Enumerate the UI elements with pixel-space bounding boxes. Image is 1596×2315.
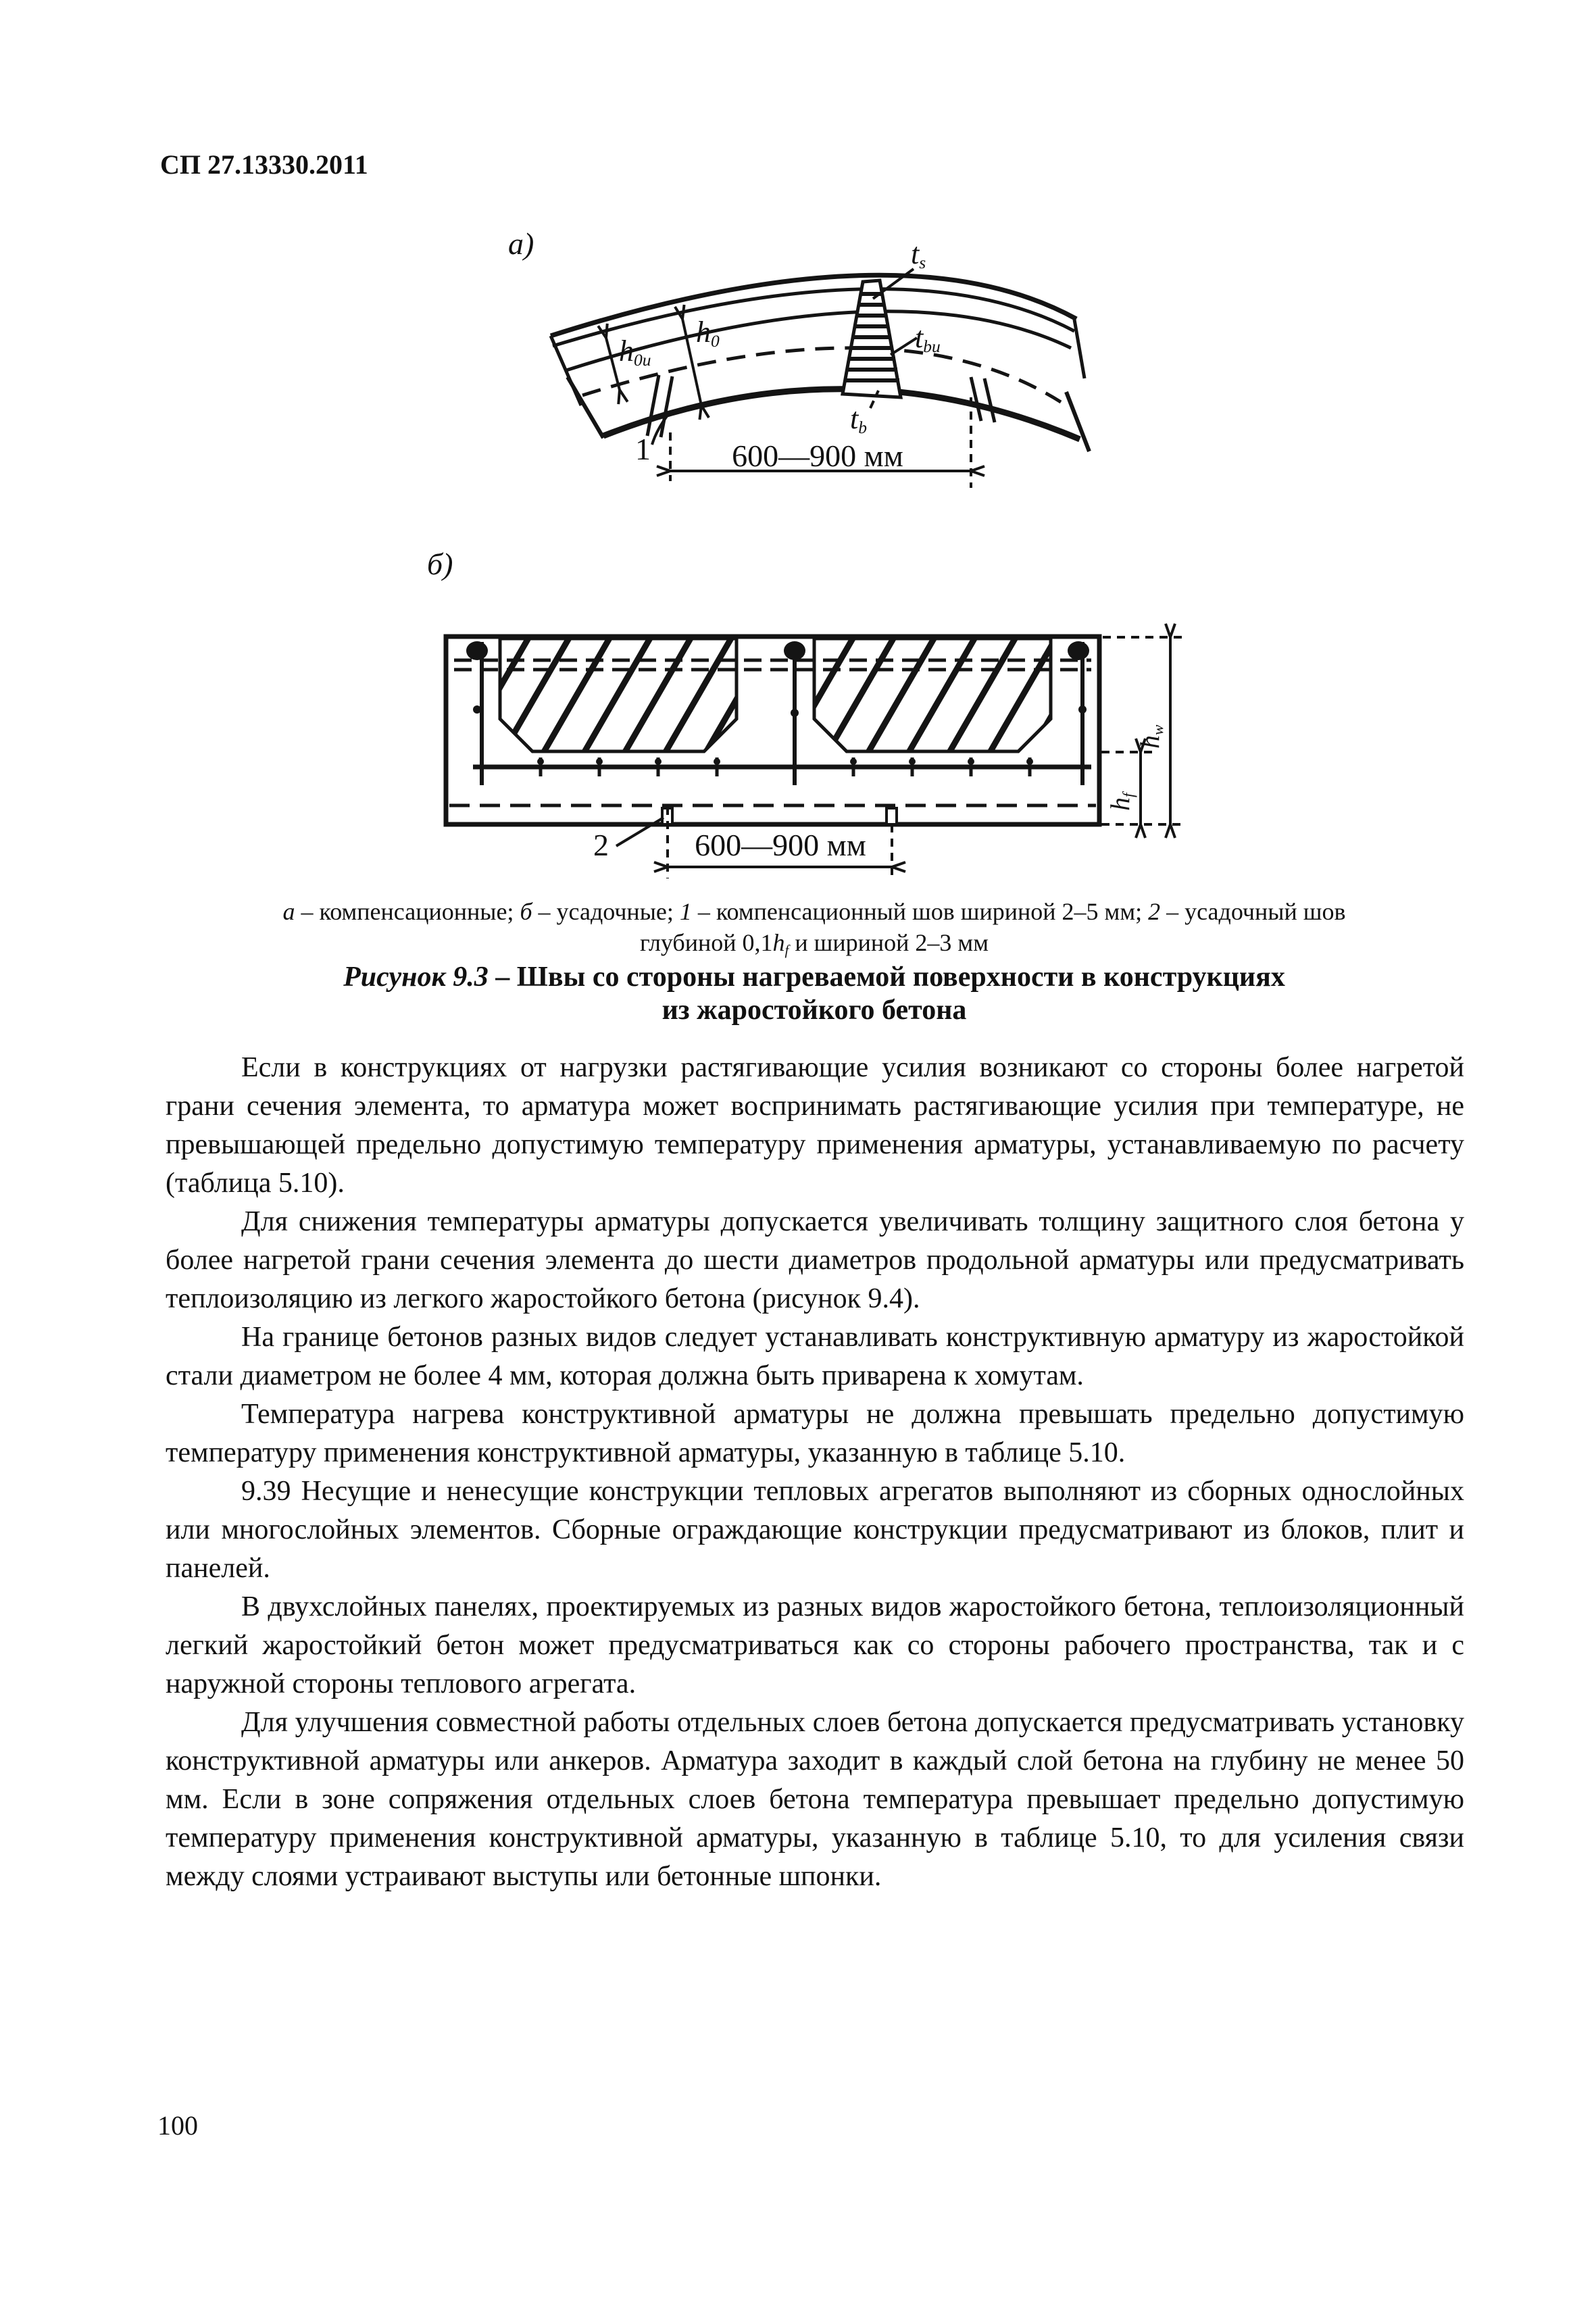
figure-b-panel xyxy=(419,541,1216,892)
figure-number: Рисунок 9.3 xyxy=(343,962,489,993)
panel-label-b: б) xyxy=(427,547,453,581)
label-h0u-sub: 0u xyxy=(634,350,651,370)
caption-seg: и шириной 2–3 мм xyxy=(789,929,989,956)
filled-joint-wedge xyxy=(843,280,901,397)
paragraph: Если в конструкциях от нагрузки растягивающие усилия возникают со стороны более нагретой грани сечения элемента, то арматура может воспринимать растягивающие усилия при температуре, не превышающей предельно допустимую температуру применения арматуры, устанавливаемую по расчету (таблица 5.10). xyxy=(166,1052,1464,1199)
label-tbu-sub: bu xyxy=(923,337,941,357)
right-end-edge-top xyxy=(1074,320,1084,378)
figure-title-text: – Швы со стороны нагреваемой поверхности в конструкциях xyxy=(488,962,1285,993)
figure-title-line-2: из жаростойкого бетона xyxy=(662,995,967,1026)
caption-seg: h xyxy=(772,929,785,956)
label-ts-main: t xyxy=(911,237,920,270)
figure-title-line-1 xyxy=(166,961,1463,994)
label-tb-main: t xyxy=(850,402,859,435)
figure-caption xyxy=(166,896,1463,966)
joint-2-leader-line xyxy=(616,818,664,846)
paragraph: В двухслойных панелях, проектируемых из разных видов жаростойкого бетона, теплоизоляционный легкий жаростойкий бетон может предусматриваться как со стороны рабочего пространства, так и с наружной стороны теплового агрегата. xyxy=(166,1591,1464,1699)
label-h0-sub: 0 xyxy=(711,331,720,351)
caption-seg: 1 xyxy=(679,898,692,925)
label-tb xyxy=(850,401,867,438)
caption-seg: f xyxy=(784,941,789,958)
caption-seg: глубиной 0,1 xyxy=(640,929,773,956)
caption-seg: – компенсационные; xyxy=(295,898,520,925)
right-end-edge-bottom xyxy=(1066,392,1089,451)
caption-seg: – усадочный шов xyxy=(1160,898,1346,925)
caption-seg: – усадочные; xyxy=(532,898,680,925)
compensation-joint-right xyxy=(971,377,995,422)
standard-code: СП 27.13330.2011 xyxy=(160,149,368,180)
label-tbu-main: t xyxy=(915,321,924,354)
label-ts xyxy=(911,237,926,273)
caption-line-2 xyxy=(166,927,1463,966)
label-h0u xyxy=(619,334,651,370)
caption-line-1 xyxy=(166,896,1463,927)
caption-seg: 2 xyxy=(1148,898,1161,925)
body-text xyxy=(166,1049,1464,1896)
outer-arc xyxy=(551,275,1076,336)
figure-a-arch xyxy=(473,223,1122,514)
paragraph: Для улучшения совместной работы отдельных слоев бетона допускается предусматривать установку конструктивной арматуры или анкеров. Арматура заходит в каждый слой бетона на глубину не менее 50 мм. Если в зоне сопряжения отдельных слоев бетона температура превышает предельно допустимую температуру применения конструктивной арматуры, указанную в таблице 5.10, то для усиления связи между слоями устраивают выступы или бетонные шпонки. xyxy=(166,1707,1464,1892)
caption-seg: – компенсационный шов шириной 2–5 мм; xyxy=(691,898,1149,925)
label-hf-main: h xyxy=(1105,797,1135,811)
label-tb-sub: b xyxy=(858,418,867,438)
label-hw xyxy=(1134,725,1168,749)
paragraph: Для снижения температуры арматуры допускается увеличивать толщину защитного слоя бетона у более нагретой грани сечения элемента до шести диаметров продольной арматуры или предусматривать теплоизоляцию из легкого жаростойкого бетона (рисунок 9.4). xyxy=(166,1206,1464,1314)
tie-dots xyxy=(537,758,1033,765)
panel-label-a: а) xyxy=(508,226,534,261)
label-h0 xyxy=(696,315,720,351)
label-h0u-main: h xyxy=(619,334,634,368)
hatched-block-left xyxy=(500,639,737,751)
caption-seg: а xyxy=(282,898,295,925)
label-tbu xyxy=(915,320,941,357)
dimension-text-b: 600—900 мм xyxy=(695,828,866,862)
label-hf-sub: f xyxy=(1120,793,1138,797)
dimension-text-a: 600—900 мм xyxy=(732,439,903,473)
joint-ref-2: 2 xyxy=(593,828,609,862)
joint-ref-1: 1 xyxy=(635,432,651,466)
hatched-block-right xyxy=(814,639,1051,751)
shrinkage-notch-right xyxy=(887,808,897,824)
bottom-arc xyxy=(603,389,1080,439)
label-hw-sub: w xyxy=(1149,724,1168,735)
label-hw-main: h xyxy=(1134,735,1165,749)
page-number: 100 xyxy=(157,2110,198,2141)
label-hf xyxy=(1104,793,1138,811)
left-end-edge-bottom xyxy=(568,377,603,438)
label-ts-sub: s xyxy=(919,253,926,273)
caption-seg: б xyxy=(520,898,532,925)
paragraph: Температура нагрева конструктивной арматуры не должна превышать предельно допустимую температуру применения конструктивной арматуры, указанную в таблице 5.10. xyxy=(166,1399,1464,1468)
label-h0-main: h xyxy=(696,316,711,349)
h0u-dimension-line xyxy=(606,338,620,390)
paragraph: 9.39 Несущие и ненесущие конструкции тепловых агрегатов выполняют из сборных однослойных или многослойных элементов. Сборные ограждающие конструкции предусматривают из блоков, плит и панелей. xyxy=(166,1476,1464,1584)
figure-title xyxy=(166,961,1463,1027)
paragraph: На границе бетонов разных видов следует устанавливать конструктивную арматуру из жаростойкой стали диаметром не более 4 мм, которая должна быть приварена к хомутам. xyxy=(166,1322,1464,1391)
